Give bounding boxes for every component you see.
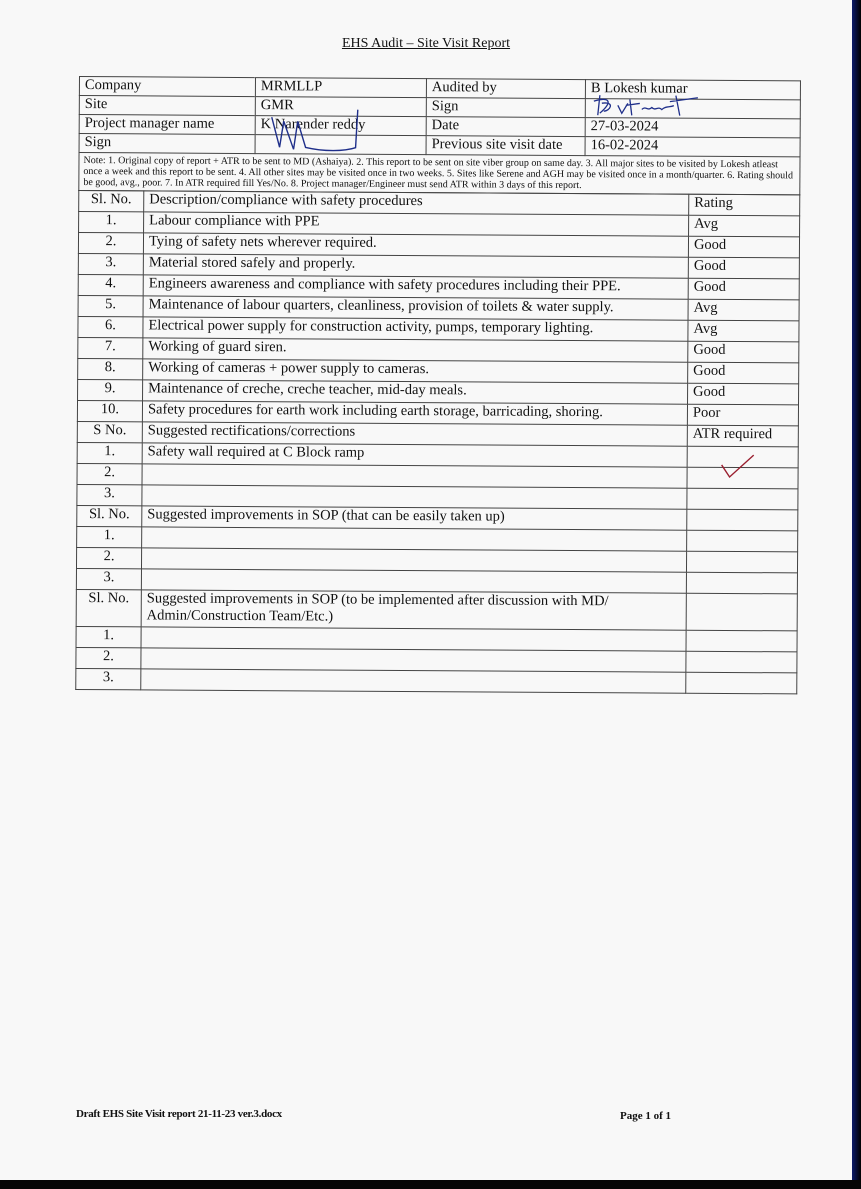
row-no: 4. xyxy=(78,274,143,295)
empty-cell xyxy=(686,593,797,631)
row-no: 2. xyxy=(76,647,141,668)
auditor-sign-label: Sign xyxy=(426,98,585,118)
row-rating: Poor xyxy=(687,404,798,426)
empty-cell xyxy=(686,672,797,694)
row-no: 10. xyxy=(77,400,142,421)
row-desc: Maintenance of labour quarters, cleanliness, provision of toilets & water supply. xyxy=(143,296,688,320)
date-label: Date xyxy=(426,117,585,137)
check-mark-icon xyxy=(718,453,758,479)
row-no: 7. xyxy=(78,337,143,358)
row-rating: Good xyxy=(688,236,799,258)
empty-cell xyxy=(687,530,798,552)
scan-edge-right xyxy=(852,0,861,1189)
compliance-table xyxy=(75,190,800,694)
sop-easy-col-no: Sl. No. xyxy=(77,505,142,526)
row-no: 3. xyxy=(77,484,142,505)
empty-cell xyxy=(686,630,797,652)
audited-by-value: B Lokesh kumar xyxy=(585,80,800,100)
row-rating: Good xyxy=(688,257,799,279)
prev-visit-value: 16-02-2024 xyxy=(585,137,800,157)
prev-visit-label: Previous site visit date xyxy=(426,136,585,156)
row-desc: Working of guard siren. xyxy=(143,338,688,362)
row-no: 8. xyxy=(78,358,143,379)
row-desc: Safety procedures for earth work including earth storage, barricading, shoring. xyxy=(142,401,687,425)
header-table xyxy=(78,76,801,195)
instructions-note: Note: 1. Original copy of report + ATR to be sent to MD (Ashaiya). 2. This report to be sent on site viber group on same day. 3. All major sites to be visited by Lokesh atleast once a week and this report to be sent. 4. All other sites may be visited once in two weeks. 5. Sites like Serene and AGH may be visited once in a month/quarter. 6. Rating should be good, avg., poor. 7. In ATR required fill Yes/No. 8. Project manager/Engineer must send ATR within 3 days of this report. xyxy=(79,153,800,195)
row-desc xyxy=(141,669,686,693)
row-desc: Working of cameras + power supply to cameras. xyxy=(143,359,688,383)
pm-value: K Narender reddy xyxy=(255,116,426,136)
row-no: 3. xyxy=(78,253,143,274)
table-row xyxy=(76,668,797,693)
auditor-signature-cell xyxy=(585,99,800,119)
row-desc: Tying of safety nets wherever required. xyxy=(143,233,688,257)
sop-disc-col-no: Sl. No. xyxy=(76,589,141,626)
rect-col-no: S No. xyxy=(77,421,142,442)
rect-col-desc: Suggested rectifications/corrections xyxy=(142,422,687,446)
date-value: 27-03-2024 xyxy=(585,118,800,138)
sop-easy-col-desc: Suggested improvements in SOP (that can be easily taken up) xyxy=(142,506,687,530)
row-no: 2. xyxy=(77,463,142,484)
empty-cell xyxy=(686,551,797,573)
empty-cell xyxy=(686,572,797,594)
row-no: 2. xyxy=(78,233,143,254)
row-no: 6. xyxy=(78,316,143,337)
row-rating: Avg xyxy=(688,320,799,342)
footer-page-number: Page 1 of 1 xyxy=(620,1110,672,1122)
company-label: Company xyxy=(79,77,255,97)
row-no: 1. xyxy=(76,626,141,647)
pm-signature-cell xyxy=(255,135,426,155)
row-no: 5. xyxy=(78,295,143,316)
empty-cell xyxy=(687,509,798,531)
pm-sign-label: Sign xyxy=(79,134,255,154)
site-value: GMR xyxy=(255,97,426,117)
row-desc: Labour compliance with PPE xyxy=(144,212,689,236)
empty-cell xyxy=(686,651,797,673)
row-desc: Material stored safely and properly. xyxy=(143,254,688,278)
row-rating: Good xyxy=(688,383,799,405)
row-no: 9. xyxy=(78,379,143,400)
row-desc: Maintenance of creche, creche teacher, mid-day meals. xyxy=(143,380,688,404)
audited-by-label: Audited by xyxy=(426,79,585,99)
row-rating: Avg xyxy=(689,215,800,237)
row-no: 2. xyxy=(76,547,141,568)
row-desc: Electrical power supply for construction activity, pumps, temporary lighting. xyxy=(143,317,688,341)
row-no: 1. xyxy=(77,442,142,463)
atr-cell xyxy=(687,446,798,468)
row-rating: Avg xyxy=(688,299,799,321)
row-desc: Engineers awareness and compliance with safety procedures including their PPE. xyxy=(143,275,688,299)
sop-disc-col-desc: Suggested improvements in SOP (to be implemented after discussion with MD/ Admin/Construction Team/Etc.) xyxy=(141,590,686,630)
company-value: MRMLLP xyxy=(255,78,426,98)
pm-label: Project manager name xyxy=(79,115,255,135)
row-no: 3. xyxy=(76,668,141,689)
row-rating: Good xyxy=(688,362,799,384)
row-desc: Safety wall required at C Block ramp xyxy=(142,443,687,467)
page-title: EHS Audit – Site Visit Report xyxy=(341,36,511,51)
col-description: Description/compliance with safety procedures xyxy=(144,191,689,215)
scan-edge-bottom xyxy=(0,1180,861,1189)
col-sl-no: Sl. No. xyxy=(79,191,144,212)
row-rating: Good xyxy=(688,341,799,363)
row-no: 1. xyxy=(79,212,144,233)
row-no: 3. xyxy=(76,568,141,589)
row-rating: Good xyxy=(688,278,799,300)
report-form xyxy=(75,76,801,694)
col-rating: Rating xyxy=(689,194,800,216)
row-no: 1. xyxy=(77,526,142,547)
row-atr xyxy=(687,488,798,510)
footer-filename: Draft EHS Site Visit report 21-11-23 ver.3.docx xyxy=(76,1108,282,1120)
rect-col-atr: ATR required xyxy=(687,425,798,447)
site-label: Site xyxy=(79,96,255,116)
